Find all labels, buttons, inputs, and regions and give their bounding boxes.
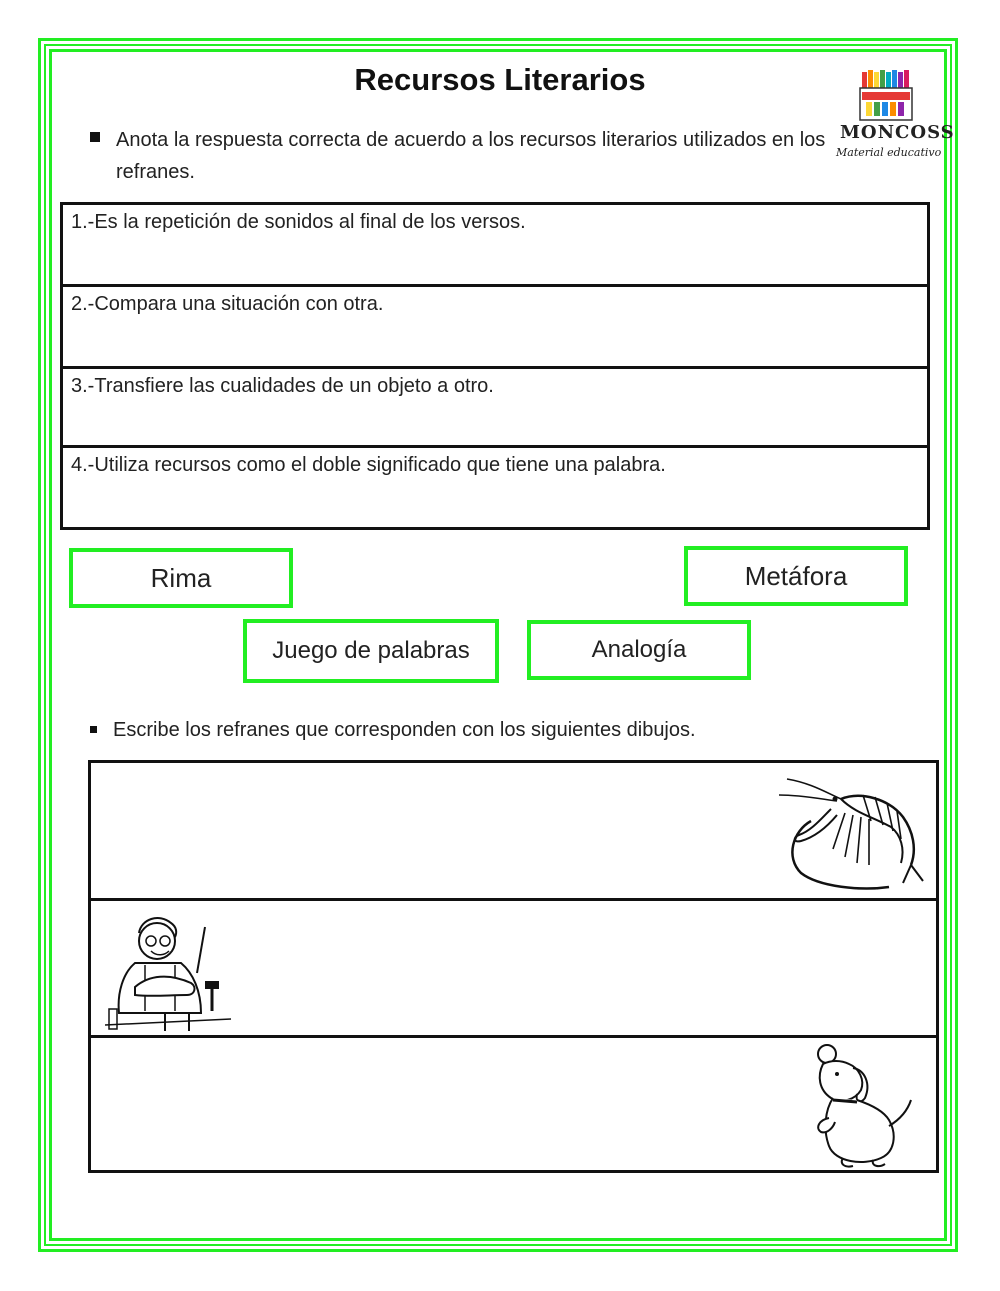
question-row-2[interactable] [63, 287, 927, 369]
answer-input-2[interactable] [241, 913, 925, 1025]
bullet-square-icon [90, 726, 97, 733]
answer-input-1[interactable] [103, 775, 767, 887]
bullet-square-icon [90, 132, 100, 142]
word-option-rima[interactable]: Rima [69, 548, 293, 608]
word-option-metafora[interactable]: Metáfora [684, 546, 908, 606]
pictures-table [88, 760, 939, 1173]
shrimp-icon [771, 769, 931, 891]
question-4-text: 4.-Utiliza recursos como el doble significado que tiene una palabra. [71, 454, 666, 476]
barking-dog-icon [803, 1040, 923, 1170]
question-2-text: 2.-Compara una situación con otra. [71, 293, 384, 315]
picture-row-1 [91, 763, 936, 901]
word-option-juego-de-palabras[interactable]: Juego de palabras [243, 619, 499, 683]
word-option-analogia[interactable]: Analogía [527, 620, 751, 680]
crayon-box-icon [856, 68, 936, 124]
instruction-2 [90, 714, 850, 746]
picture-row-3 [91, 1038, 936, 1170]
question-row-1[interactable] [63, 205, 927, 287]
brand-logo [834, 68, 955, 164]
question-3-text: 3.-Transfiere las cualidades de un objeto a otro. [71, 375, 494, 397]
question-1-text: 1.-Es la repetición de sonidos al final de los versos. [71, 211, 526, 233]
picture-row-2 [91, 901, 936, 1038]
answer-input-3[interactable] [103, 1050, 807, 1160]
instruction-1 [90, 124, 830, 188]
shoemaker-icon [105, 903, 235, 1033]
logo-brand-name: MONCOSS [840, 122, 955, 143]
question-row-3[interactable] [63, 369, 927, 448]
instruction-2-text: Escribe los refranes que corresponden con los siguientes dibujos. [113, 719, 696, 741]
logo-tagline: Material educativo [836, 146, 942, 159]
question-row-4[interactable] [63, 448, 927, 527]
questions-table [60, 202, 930, 530]
instruction-1-text: Anota la respuesta correcta de acuerdo a los recursos literarios utilizados en los refranes. [116, 129, 826, 183]
page-title: Recursos Literarios [354, 62, 646, 97]
